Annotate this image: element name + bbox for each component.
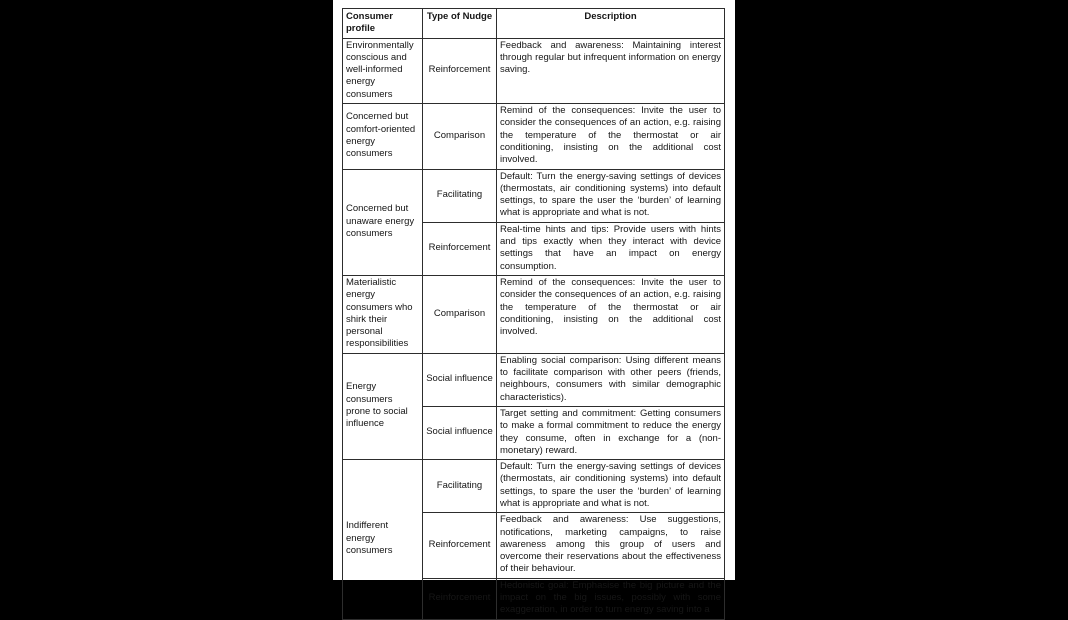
table-row bbox=[343, 104, 725, 169]
table-row bbox=[343, 275, 725, 353]
nudge-cell: Reinforcement bbox=[423, 38, 497, 103]
document-page bbox=[333, 0, 735, 616]
description-cell: Target setting and commitment: Getting consumers to make a formal commitment to reduce the energy they consume, often in exchange for a (non-monetary) reward. bbox=[497, 406, 725, 459]
description-cell: Feedback and awareness: Use suggestions, notifications, marketing campaigns, to raise awareness among this group of users and overcome their reservations about the effectiveness of their behaviour. bbox=[497, 513, 725, 578]
nudge-table bbox=[342, 8, 725, 620]
header-type-of-nudge: Type of Nudge bbox=[423, 9, 497, 39]
profile-cell: Energy consumers prone to social influence bbox=[343, 353, 423, 459]
table-row bbox=[343, 460, 725, 513]
profile-cell: Concerned but unaware energy consumers bbox=[343, 169, 423, 275]
description-cell: Remind of the consequences: Invite the user to consider the consequences of an action, e.g. raising the temperature of the thermostat or air conditioning, insisting on the additional cost involved. bbox=[497, 104, 725, 169]
nudge-cell: Comparison bbox=[423, 275, 497, 353]
profile-cell: Concerned but comfort-oriented energy consumers bbox=[343, 104, 423, 169]
profile-cell: Materialistic energy consumers who shirk their personal responsibilities bbox=[343, 275, 423, 353]
table-row bbox=[343, 353, 725, 406]
nudge-cell: Reinforcement bbox=[423, 513, 497, 578]
nudge-cell: Facilitating bbox=[423, 460, 497, 513]
description-cell: Enabling social comparison: Using different means to facilitate comparison with other peers (friends, neighbours, consumers with similar demographic characteristics). bbox=[497, 353, 725, 406]
nudge-cell: Reinforcement bbox=[423, 222, 497, 275]
nudge-cell: Comparison bbox=[423, 104, 497, 169]
nudge-cell: Social influence bbox=[423, 353, 497, 406]
nudge-cell: Social influence bbox=[423, 406, 497, 459]
description-cell: Hedonistic goal: Emphasise the big picture and the impact on the big issues, possibly with some exaggeration, in order to turn energy saving into a bbox=[497, 578, 725, 619]
header-description: Description bbox=[497, 9, 725, 39]
profile-cell: Indifferent energy consumers bbox=[343, 460, 423, 620]
table-row bbox=[343, 38, 725, 103]
nudge-cell: Reinforcement bbox=[423, 578, 497, 619]
description-cell: Remind of the consequences: Invite the user to consider the consequences of an action, e.g. raising the temperature of the thermostat or air conditioning, insisting on the additional cost involved. bbox=[497, 275, 725, 353]
description-cell: Feedback and awareness: Maintaining interest through regular but infrequent information on energy saving. bbox=[497, 38, 725, 103]
description-cell: Real-time hints and tips: Provide users with hints and tips exactly when they interact with device settings that have an impact on energy consumption. bbox=[497, 222, 725, 275]
profile-cell: Environmentally conscious and well-informed energy consumers bbox=[343, 38, 423, 103]
description-cell: Default: Turn the energy-saving settings of devices (thermostats, air conditioning systems) into default settings, to spare the user the ‘burden’ of learning what is appropriate and what is not. bbox=[497, 169, 725, 222]
header-consumer-profile: Consumer profile bbox=[343, 9, 423, 39]
nudge-cell: Facilitating bbox=[423, 169, 497, 222]
description-cell: Default: Turn the energy-saving settings of devices (thermostats, air conditioning systems) into default settings, to spare the user the ‘burden’ of learning what is appropriate and what is not. bbox=[497, 460, 725, 513]
table-row bbox=[343, 169, 725, 222]
table-header-row bbox=[343, 9, 725, 39]
